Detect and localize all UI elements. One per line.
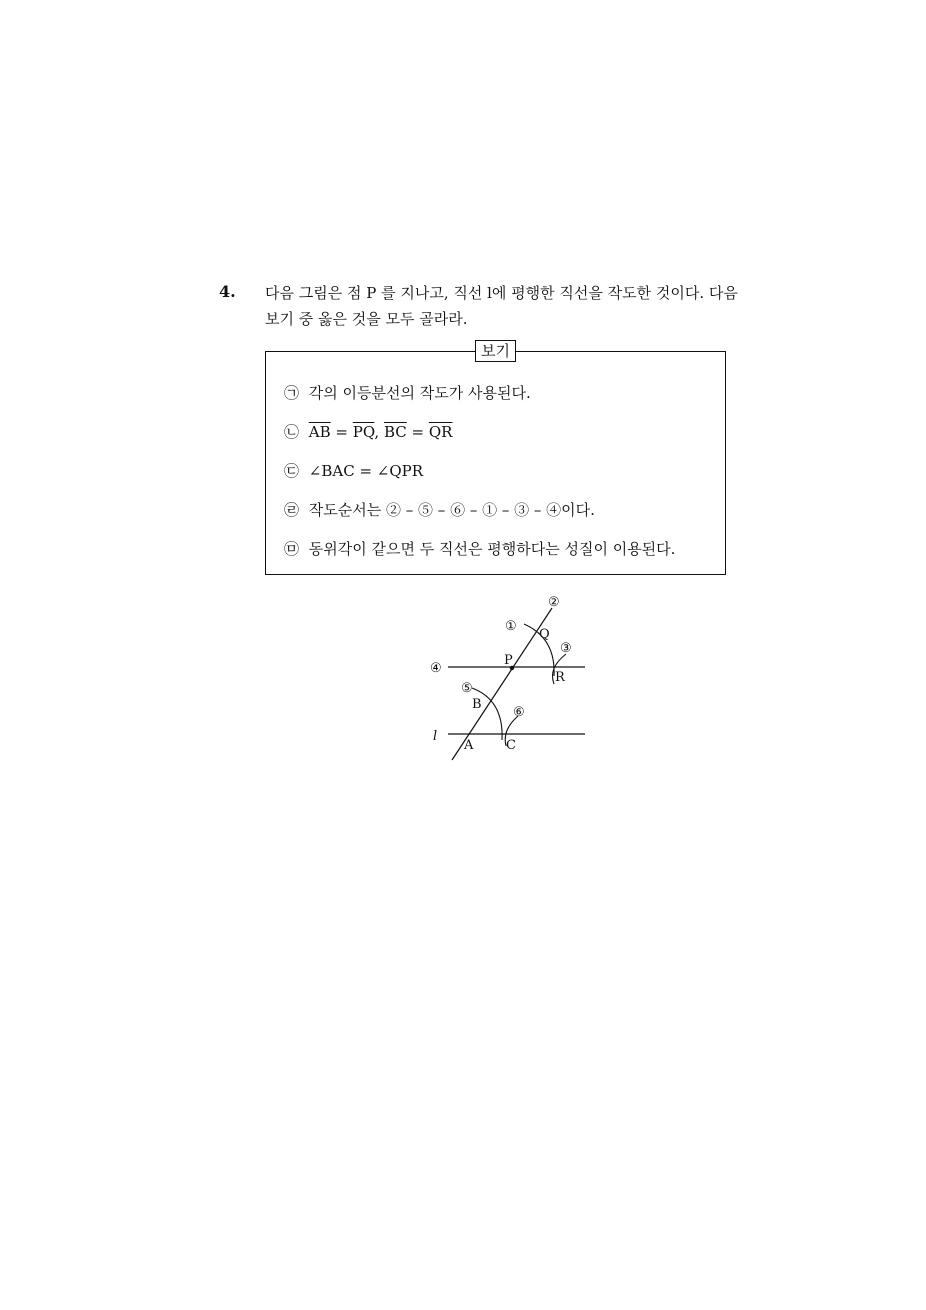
option-3 xyxy=(284,461,423,481)
label-step-6: ⑥ xyxy=(513,705,525,720)
option-1 xyxy=(284,383,531,403)
label-a: A xyxy=(464,738,474,753)
option-2-mark: ㉡ xyxy=(284,423,300,441)
option-1-text: 각의 이등분선의 작도가 사용된다. xyxy=(308,384,531,402)
equals-2: = xyxy=(406,423,429,441)
segment-ab: $\overline{AB}$ xyxy=(308,423,331,441)
label-step-1: ① xyxy=(505,619,517,634)
label-r: R xyxy=(555,670,565,685)
segment-pq: $\overline{PQ}$ xyxy=(352,423,375,441)
question-number: 4. xyxy=(219,282,236,301)
option-1-mark: ㉠ xyxy=(284,384,300,402)
label-l: l xyxy=(433,729,438,744)
segment-qr: $\overline{QR}$ xyxy=(428,423,453,441)
option-4-mark: ㉣ xyxy=(284,501,300,519)
question-line-2: 보기 중 옳은 것을 모두 골라라. xyxy=(265,310,468,328)
label-step-3: ③ xyxy=(560,641,572,656)
label-c: C xyxy=(506,738,516,753)
label-q: Q xyxy=(539,627,550,642)
option-5 xyxy=(284,539,675,559)
options-box-label: 보기 xyxy=(475,340,516,362)
label-b: B xyxy=(472,697,482,712)
label-p: P xyxy=(504,653,513,668)
equals-1: = xyxy=(330,423,353,441)
separator: , xyxy=(374,423,384,441)
option-3-mark: ㉢ xyxy=(284,462,300,480)
option-4-text: 작도순서는 ② – ⑤ – ⑥ – ① – ③ – ④이다. xyxy=(308,501,595,519)
label-step-2: ② xyxy=(548,595,560,610)
option-5-mark: ㉤ xyxy=(284,540,300,558)
option-5-text: 동위각이 같으면 두 직선은 평행하다는 성질이 이용된다. xyxy=(308,540,676,558)
option-4 xyxy=(284,500,595,520)
segment-bc: $\overline{BC}$ xyxy=(383,423,407,441)
option-3-text: ∠BAC = ∠QPR xyxy=(308,462,424,480)
arc-5 xyxy=(472,688,502,740)
construction-figure xyxy=(420,588,600,768)
question-stem xyxy=(265,280,765,332)
label-step-4: ④ xyxy=(430,661,442,676)
option-2 xyxy=(284,422,452,442)
label-step-5: ⑤ xyxy=(461,681,473,696)
question-line-1: 다음 그림은 점 P 를 지나고, 직선 l에 평행한 직선을 작도한 것이다. 다음 xyxy=(265,284,738,302)
